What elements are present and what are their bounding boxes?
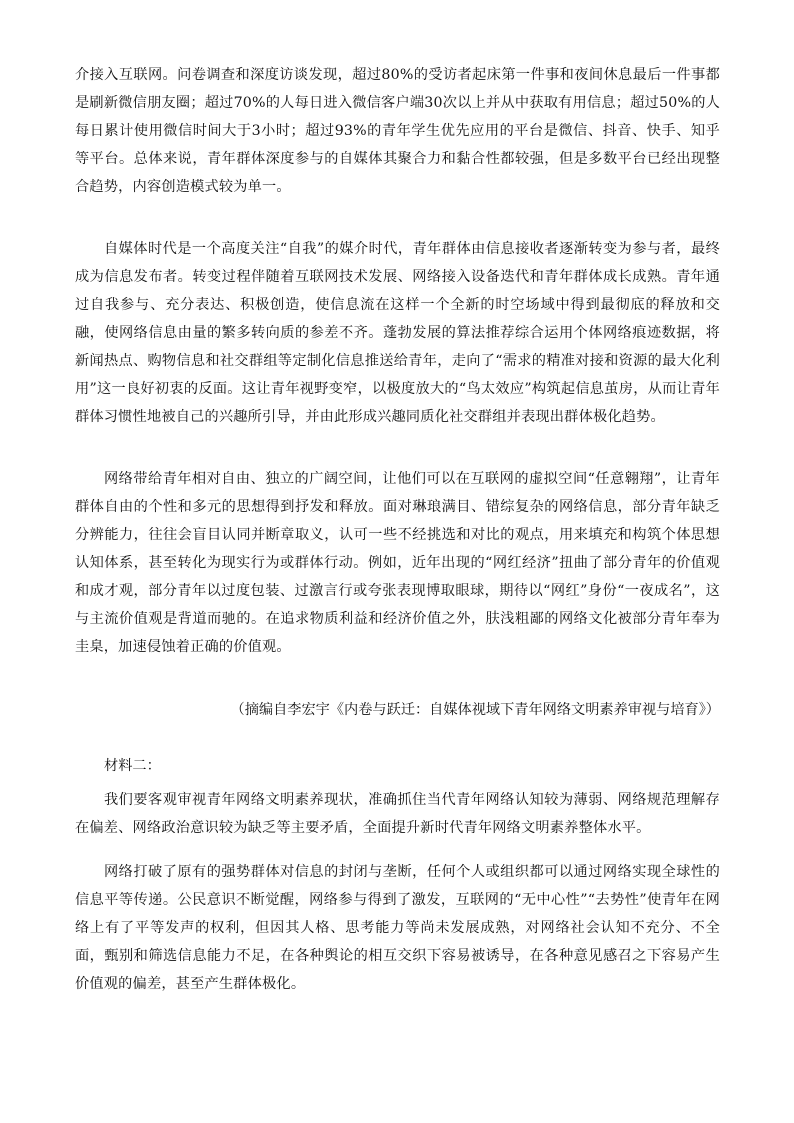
paragraph-network-freedom: 网络带给青年相对自由、独立的广阔空间，让他们可以在互联网的虚拟空间“任意翱翔”，让青年群体自由的个性和多元的思想得到抒发和释放。面对琳琅满目、错综复杂的网络信息，部分青年缺乏分辨能力，往往会盲目认同并断章取义，认可一些不经挑选和对比的观点，用来填充和构筑个体思想认知体系，甚至转化为现实行为或群体行动。例如，近年出现的“网红经济”扭曲了部分青年的价值观和成才观，部分青年以过度包装、过激言行或夸张表现博取眼球，期待以“网红”身份“一夜成名”，这与主流价值观是背道而驰的。在追求物质利益和经济价值之外，肤浅粗鄙的网络文化被部分青年奉为圭臬，加速侵蚀着正确的价值观。 <box>75 471 720 655</box>
material-two-heading: 材料二： <box>104 758 161 774</box>
paragraph-objective-review: 我们要客观审视青年网络文明素养现状，准确抓住当代青年网络认知较为薄弱、网络规范理解存在偏差、网络政治意识较为缺乏等主要矛盾，全面提升新时代青年网络文明素养整体水平。 <box>75 792 720 836</box>
paragraph-network-breaks-monopoly: 网络打破了原有的强势群体对信息的封闭与垄断，任何个人或组织都可以通过网络实现全球性的信息平等传递。公民意识不断觉醒，网络参与得到了激发，互联网的“无中心性”“去势性”使青年在网络上有了平等发声的权利，但因其人格、思考能力等尚未发展成熟，对网络社会认知不充分、不全面，甄别和筛选信息能力不足，在各种舆论的相互交织下容易被诱导，在各种意见感召之下容易产生价值观的偏差，甚至产生群体极化。 <box>75 864 720 992</box>
paragraph-self-media-era: 自媒体时代是一个高度关注“自我”的媒介时代，青年群体由信息接收者逐渐转变为参与者，最终成为信息发布者。转变过程伴随着互联网技术发展、网络接入设备迭代和青年群体成长成熟。青年通过自我参与、充分表达、积极创造，使信息流在这样一个全新的时空场域中得到最彻底的释放和交融，使网络信息由量的繁多转向质的参差不齐。蓬勃发展的算法推荐综合运用个体网络痕迹数据，将新闻热点、购物信息和社交群组等定制化信息推送给青年，走向了“需求的精准对接和资源的最大化利用”这一良好初衷的反面。这让青年视野变窄，以极度放大的“鸟太效应”构筑起信息茧房，从而让青年群体习惯性地被自己的兴趣所引导，并由此形成兴趣同质化社交群组并表现出群体极化趋势。 <box>75 241 720 425</box>
paragraph-survey-findings: 介接入互联网。问卷调查和深度访谈发现，超过80%的受访者起床第一件事和夜间休息最后一件事都是刷新微信朋友圈；超过70%的人每日进入微信客户端30次以上并从中获取有用信息；超过50%的人每日累计使用微信时间大于3小时；超过93%的青年学生优先应用的平台是微信、抖音、快手、知乎等平台。总体来说，青年群体深度参与的自媒体其聚合力和黏合性都较强，但是多数平台已经出现整合趋势，内容创造模式较为单一。 <box>75 67 720 195</box>
source-citation: （摘编自李宏宇《内卷与跃迁：自媒体视域下青年网络文明素养审视与培育》） <box>230 702 720 718</box>
